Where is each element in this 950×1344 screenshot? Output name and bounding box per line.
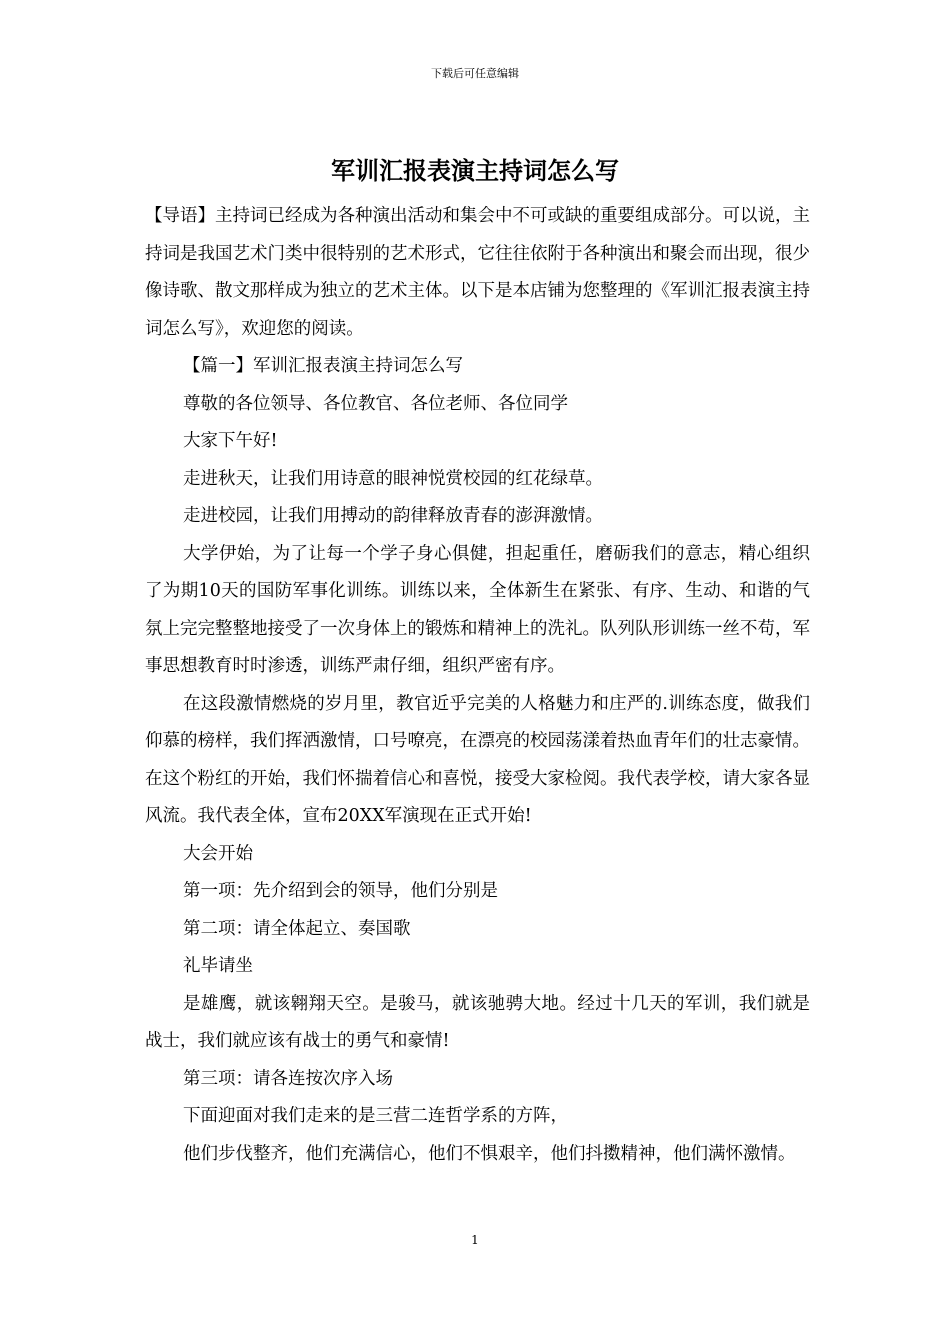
paragraph-be-seated: 礼毕请坐 <box>183 956 253 976</box>
paragraph-formation: 下面迎面对我们走来的是三营二连哲学系的方阵， <box>183 1106 568 1126</box>
paragraph-intro: 【导语】主持词已经成为各种演出活动和集会中不可或缺的重要组成部分。可以说，主持词是我国艺术门类中很特别的艺术形式，它往往依附于各种演出和聚会而出现，很少像诗歌、散文那样成为独立的艺术主体。以下是本店铺为您整理的《军训汇报表演主持词怎么写》，欢迎您的阅读。 <box>145 206 810 339</box>
paragraph-section-heading: 【篇一】军训汇报表演主持词怎么写 <box>183 356 463 376</box>
paragraph-item-one: 第一项：先介绍到会的领导，他们分别是 <box>183 881 498 901</box>
paragraph-greeting: 尊敬的各位领导、各位教官、各位老师、各位同学 <box>183 393 568 414</box>
page-number: 1 <box>471 1233 479 1247</box>
paragraph-item-two: 第二项：请全体起立、奏国歌 <box>183 918 411 939</box>
paragraph-autumn: 走进秋天，让我们用诗意的眼神悦赏校园的红花绿草。 <box>183 468 603 489</box>
document-body <box>145 198 810 1173</box>
document-title: 军训汇报表演主持词怎么写 <box>331 156 619 185</box>
paragraph-training: 大学伊始，为了让每一个学子身心俱健，担起重任，磨砺我们的意志，精心组织了为期10天的国防军事化训练。训练以来，全体新生在紧张、有序、生动、和谐的气氛上完完整整地接受了一次身体上的锻炼和精神上的洗礼。队列队形训练一丝不苟，军事思想教育时时渗透，训练严肃仔细，组织严密有序。 <box>145 543 810 676</box>
page-header-note: 下载后可任意编辑 <box>431 67 519 80</box>
paragraph-steps: 他们步伐整齐，他们充满信心，他们不惧艰辛，他们抖擞精神，他们满怀激情。 <box>183 1143 796 1164</box>
paragraph-eagle: 是雄鹰，就该翱翔天空。是骏马，就该驰骋大地。经过十几天的军训，我们就是战士，我们就应该有战士的勇气和豪情! <box>145 993 810 1051</box>
paragraph-good-afternoon: 大家下午好! <box>183 431 278 451</box>
paragraph-campus: 走进校园，让我们用搏动的韵律释放青春的澎湃激情。 <box>183 506 603 526</box>
paragraph-opening: 大会开始 <box>183 843 253 864</box>
paragraph-item-three: 第三项：请各连按次序入场 <box>183 1068 393 1089</box>
paragraph-passion: 在这段激情燃烧的岁月里，教官近乎完美的人格魅力和庄严的.训练态度，做我们仰慕的榜样，我们挥洒激情，口号嘹亮，在漂亮的校园荡漾着热血青年们的壮志豪情。在这个粉红的开始，我们怀揣着信心和喜悦，接受大家检阅。我代表学校，请大家各显风流。我代表全体，宣布20XX军演现在正式开始! <box>145 693 810 826</box>
